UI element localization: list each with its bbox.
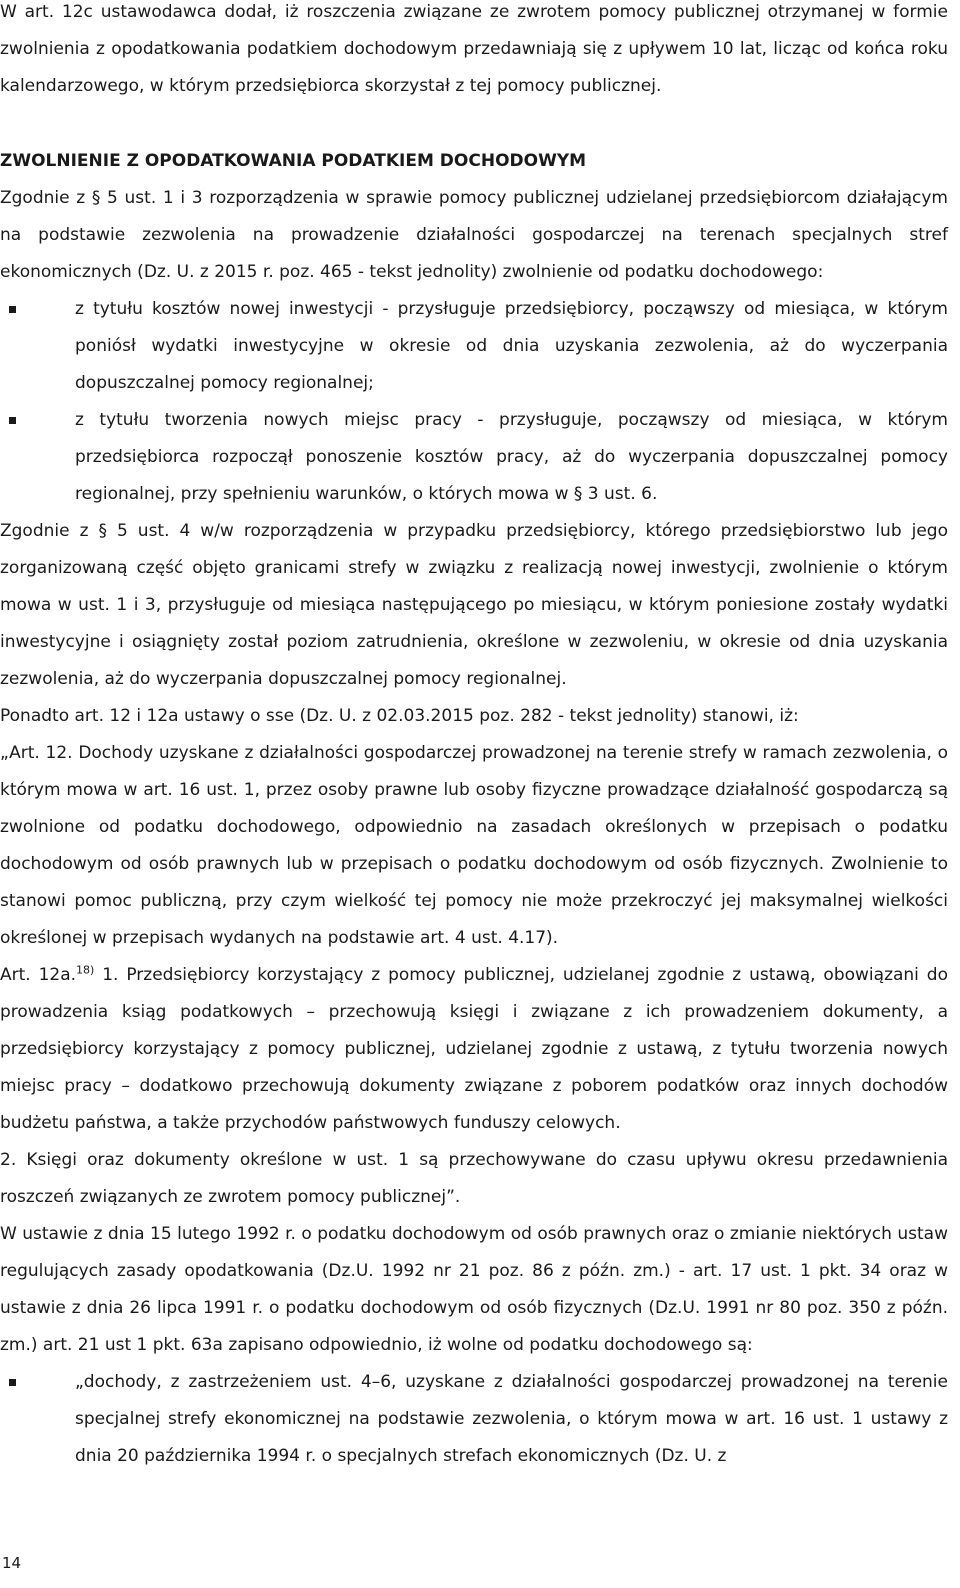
paragraph-par-5-ust-4: Zgodnie z § 5 ust. 4 w/w rozporządzenia w przypadku przedsiębiorcy, którego przedsiębiorstwo lub jego zorganizowaną część objęto granicami strefy w związku z realizacją nowej inwestycji, zwolnienie o którym mowa w ust. 1 i 3, przysługuje od miesiąca następującego po miesiącu, w którym poniesione zostały wydatki inwestycyjne i osiągnięty został poziom zatrudnienia, określone w zezwoleniu, w okresie od dnia uzyskania zezwolenia, aż do wyczerpania dopuszczalnej pomocy regionalnej. [0,521,948,689]
page-number: 14 [2,1554,22,1572]
list-item [0,291,948,402]
art-12a-label: Art. 12a. [0,965,77,985]
footnote-ref: 18) [76,963,95,977]
paragraph-ustawy: W ustawie z dnia 15 lutego 1992 r. o podatku dochodowym od osób prawnych oraz o zmianie niektórych ustaw regulujących zasady opodatkowania (Dz.U. 1992 nr 21 poz. 86 z późn. zm.) - art. 17 ust. 1 pkt. 34 oraz w ustawie z dnia 26 lipca 1991 r. o podatku dochodowym od osób fizycznych (Dz.U. 1991 nr 80 poz. 350 z późn. zm.) art. 21 ust 1 pkt. 63a zapisano odpowiednio, iż wolne od podatku dochodowego są: [0,1224,948,1355]
paragraph-ponadto: Ponadto art. 12 i 12a ustawy o sse (Dz. U. z 02.03.2015 poz. 282 - tekst jednolity) stanowi, iż: [0,706,799,726]
list-item [0,402,948,513]
bullet-list-dochody [0,1364,948,1475]
paragraph-art-12a [0,957,948,1142]
art-12a-text: 1. Przedsiębiorcy korzystający z pomocy publicznej, udzielanej zgodnie z ustawą, obowiązani do prowadzenia ksiąg podatkowych – przechowują księgi i związane z ich prowadzeniem dokumenty, a przedsiębiorcy korzystający z pomocy publicznej, udzielanej zgodnie z ustawą, z tytułu tworzenia nowych miejsc pracy – dodatkowo przechowują dokumenty związane z poborem podatków oraz innych dochodów budżetu państwa, a także przychodów państwowych funduszy celowych. [0,965,948,1133]
bullet-list-exemptions [0,291,948,513]
paragraph-rozporzadzenie: Zgodnie z § 5 ust. 1 i 3 rozporządzenia w sprawie pomocy publicznej udzielanej przedsiębiorcom działającym na podstawie zezwolenia na prowadzenie działalności gospodarczej na terenach specjalnych stref ekonomicznych (Dz. U. z 2015 r. poz. 465 - tekst jednolity) zwolnienie od podatku dochodowego: [0,188,948,282]
paragraph-art-12a-ust-2: 2. Księgi oraz dokumenty określone w ust. 1 są przechowywane do czasu upływu okresu przedawnienia roszczeń związanych ze zwrotem pomocy publicznej”. [0,1150,948,1207]
paragraph-art-12c: W art. 12c ustawodawca dodał, iż roszczenia związane ze zwrotem pomocy publicznej otrzymanej w formie zwolnienia z opodatkowania podatkiem dochodowym przedawniają się z upływem 10 lat, licząc od końca roku kalendarzowego, w którym przedsiębiorca skorzystał z tej pomocy publicznej. [0,2,948,96]
list-item-text: „dochody, z zastrzeżeniem ust. 4–6, uzyskane z działalności gospodarczej prowadzonej na terenie specjalnej strefy ekonomicznej na podstawie zezwolenia, o którym mowa w art. 16 ust. 1 ustawy z dnia 20 października 1994 r. o specjalnych strefach ekonomicznych (Dz. U. z [75,1372,948,1466]
square-bullet-icon [9,1379,16,1386]
list-item-text: z tytułu tworzenia nowych miejsc pracy - przysługuje, począwszy od miesiąca, w którym przedsiębiorca rozpoczął ponoszenie kosztów pracy, aż do wyczerpania dopuszczalnej pomocy regionalnej, przy spełnieniu warunków, o których mowa w § 3 ust. 6. [75,410,948,504]
square-bullet-icon [9,417,16,424]
paragraph-art-12-quote: „Art. 12. Dochody uzyskane z działalności gospodarczej prowadzonej na terenie strefy w ramach zezwolenia, o którym mowa w art. 16 ust. 1, przez osoby prawne lub osoby fizyczne prowadzące działalność gospodarczą są zwolnione od podatku dochodowego, odpowiednio na zasadach określonych w przepisach o podatku dochodowym od osób prawnych lub w przepisach o podatku dochodowym od osób fizycznych. Zwolnienie to stanowi pomoc publiczną, przy czym wielkość tej pomocy nie może przekroczyć jej maksymalnej wielkości określonej w przepisach wydanych na podstawie art. 4 ust. 4.17). [0,743,948,948]
square-bullet-icon [9,306,16,313]
list-item [0,1364,948,1475]
section-heading: ZWOLNIENIE Z OPODATKOWANIA PODATKIEM DOCHODOWYM [0,151,587,171]
list-item-text: z tytułu kosztów nowej inwestycji - przysługuje przedsiębiorcy, począwszy od miesiąca, w którym poniósł wydatki inwestycyjne w okresie od dnia uzyskania zezwolenia, aż do wyczerpania dopuszczalnej pomocy regionalnej; [75,299,948,393]
